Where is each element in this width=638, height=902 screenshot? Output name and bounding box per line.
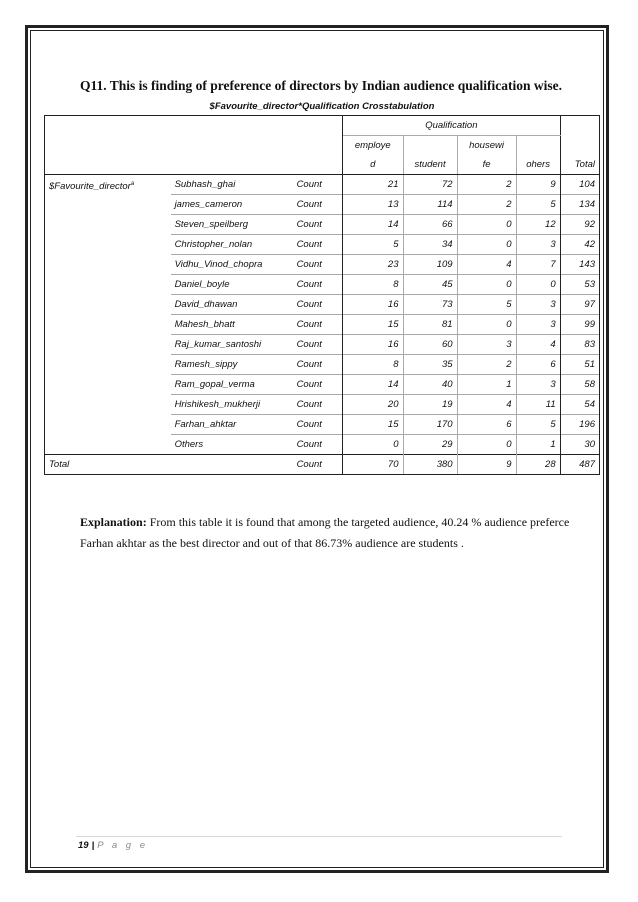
- stat-label: Count: [293, 395, 343, 415]
- count-cell: 196: [560, 415, 599, 435]
- count-cell: 170: [403, 415, 457, 435]
- count-cell: 143: [560, 255, 599, 275]
- count-cell: 83: [560, 335, 599, 355]
- director-name: Raj_kumar_santoshi: [171, 335, 293, 355]
- count-cell: 40: [403, 375, 457, 395]
- count-cell: 2: [457, 175, 516, 195]
- count-cell: 1: [516, 435, 560, 455]
- count-cell: 8: [343, 275, 403, 295]
- question-heading: Q11. This is finding of preference of directors by Indian audience qualification wise.: [80, 78, 563, 93]
- stat-label: Count: [293, 315, 343, 335]
- count-cell: 6: [516, 355, 560, 375]
- count-cell: 5: [343, 235, 403, 255]
- director-name: Ram_gopal_verma: [171, 375, 293, 395]
- director-name: james_cameron: [171, 195, 293, 215]
- count-cell: 9: [550, 179, 556, 190]
- count-cell: 45: [403, 275, 457, 295]
- count-cell: 5: [457, 295, 516, 315]
- stat-label: Count: [293, 215, 343, 235]
- count-cell: 0: [343, 435, 403, 455]
- total-cell: 487: [560, 455, 599, 475]
- count-cell: 4: [516, 335, 560, 355]
- col-header-employed: d: [343, 155, 403, 175]
- stat-label: Count: [293, 455, 343, 475]
- count-cell: 15: [343, 315, 403, 335]
- count-cell: 23: [343, 255, 403, 275]
- stat-label: Count: [293, 355, 343, 375]
- col-header-housewife: fe: [457, 155, 516, 175]
- count-cell: 29: [403, 435, 457, 455]
- count-cell: 0: [457, 275, 516, 295]
- count-cell: 5: [516, 195, 560, 215]
- count-cell: 15: [343, 415, 403, 435]
- page-word: P a g e: [97, 840, 149, 851]
- footer-divider: [76, 836, 562, 837]
- count-cell: 0: [457, 435, 516, 455]
- count-cell: 14: [343, 375, 403, 395]
- director-name: Farhan_ahktar: [171, 415, 293, 435]
- count-cell: 104: [560, 175, 599, 195]
- director-name: Others: [171, 435, 293, 455]
- count-cell: 0: [457, 315, 516, 335]
- total-cell: 9: [457, 455, 516, 475]
- count-cell: 19: [403, 395, 457, 415]
- stat-label: Count: [293, 335, 343, 355]
- count-cell: 81: [403, 315, 457, 335]
- count-cell: 13: [343, 195, 403, 215]
- header-row-group: [45, 116, 600, 136]
- header-corner-cell: [45, 116, 343, 175]
- col-header-top-3: [516, 136, 560, 156]
- count-cell: 97: [560, 295, 599, 315]
- stat-label: Count: [293, 435, 343, 455]
- count-cell: 3: [516, 295, 560, 315]
- count-cell: 4: [457, 255, 516, 275]
- count-cell: 134: [560, 195, 599, 215]
- page-footer: [78, 840, 148, 851]
- count-cell: 35: [403, 355, 457, 375]
- director-name: David_dhawan: [171, 295, 293, 315]
- director-name: Vidhu_Vinod_chopra: [171, 255, 293, 275]
- stat-label: Count: [293, 415, 343, 435]
- col-header-student: student: [403, 155, 457, 175]
- count-cell: 92: [560, 215, 599, 235]
- count-cell: 51: [560, 355, 599, 375]
- count-cell: 53: [560, 275, 599, 295]
- row-group-label-text: $Favourite_director: [49, 181, 131, 193]
- explanation-text: From this table it is found that among the targeted audience, 40.24 % audience preferce Farhan akhtar as the best director and out of that 86.73% audience are students .: [80, 515, 570, 550]
- stat-label: Count: [293, 175, 343, 195]
- count-cell: 6: [457, 415, 516, 435]
- total-cell: 380: [403, 455, 457, 475]
- total-cell: 28: [516, 455, 560, 475]
- stat-label: Count: [293, 275, 343, 295]
- col-header-top-4: [560, 136, 599, 156]
- footer-separator: |: [91, 840, 95, 851]
- explanation-label: Explanation:: [80, 515, 147, 529]
- count-cell: 54: [560, 395, 599, 415]
- count-cell: 0: [457, 215, 516, 235]
- director-name: Steven_speilberg: [171, 215, 293, 235]
- total-row-label: Total: [45, 455, 293, 475]
- count-cell: 3: [516, 235, 560, 255]
- page-number: 19: [78, 840, 89, 851]
- col-header-top-2: housewi: [457, 136, 516, 156]
- count-cell: 3: [516, 375, 560, 395]
- count-cell: 114: [403, 195, 457, 215]
- count-cell: 34: [403, 235, 457, 255]
- col-header-others: ohers: [516, 155, 560, 175]
- director-name: Christopher_nolan: [171, 235, 293, 255]
- stat-label: Count: [293, 255, 343, 275]
- stat-label: Count: [293, 195, 343, 215]
- director-name: Mahesh_bhatt: [171, 315, 293, 335]
- stat-label: Count: [293, 295, 343, 315]
- col-header-top-0: employe: [343, 136, 403, 156]
- total-cell: 70: [343, 455, 403, 475]
- count-cell: 0: [516, 275, 560, 295]
- count-cell: 73: [403, 295, 457, 315]
- count-cell: 5: [516, 415, 560, 435]
- count-cell: 30: [560, 435, 599, 455]
- table-title: $Favourite_director*Qualification Crosstabulation: [209, 101, 435, 112]
- explanation-paragraph: [80, 512, 570, 554]
- count-cell: 109: [403, 255, 457, 275]
- count-cell: 0: [457, 235, 516, 255]
- count-cell: 7: [516, 255, 560, 275]
- count-cell: 58: [560, 375, 599, 395]
- count-cell: 11: [516, 395, 560, 415]
- count-cell: 72: [403, 175, 457, 195]
- row-group-footnote-mark: a: [130, 181, 135, 187]
- count-cell: 3: [516, 315, 560, 335]
- qualification-header: Qualification: [343, 116, 561, 136]
- col-header-total: Total: [560, 155, 599, 175]
- stat-label: Count: [293, 375, 343, 395]
- count-cell: 12: [516, 215, 560, 235]
- count-cell: 42: [560, 235, 599, 255]
- total-header-top: [560, 116, 599, 136]
- count-cell: 60: [403, 335, 457, 355]
- count-cell: 99: [560, 315, 599, 335]
- count-cell: 16: [343, 335, 403, 355]
- director-name: Daniel_boyle: [171, 275, 293, 295]
- count-cell: 16: [343, 295, 403, 315]
- total-row: [45, 455, 600, 475]
- table-row: [45, 175, 600, 195]
- crosstab-table: [44, 115, 600, 475]
- count-cell: 20: [343, 395, 403, 415]
- count-cell: 14: [343, 215, 403, 235]
- col-header-top-1: [403, 136, 457, 156]
- director-name: Hrishikesh_mukherji: [171, 395, 293, 415]
- count-cell: 2: [457, 195, 516, 215]
- count-cell: 66: [403, 215, 457, 235]
- count-cell: 1: [457, 375, 516, 395]
- director-name: Subhash_ghai: [174, 179, 236, 190]
- stat-label: Count: [293, 235, 343, 255]
- count-cell: 2: [457, 355, 516, 375]
- count-cell: 8: [343, 355, 403, 375]
- count-cell: 21: [343, 175, 403, 195]
- director-name: Ramesh_sippy: [171, 355, 293, 375]
- count-cell: 3: [457, 335, 516, 355]
- count-cell: 4: [457, 395, 516, 415]
- row-group-label: [45, 175, 171, 455]
